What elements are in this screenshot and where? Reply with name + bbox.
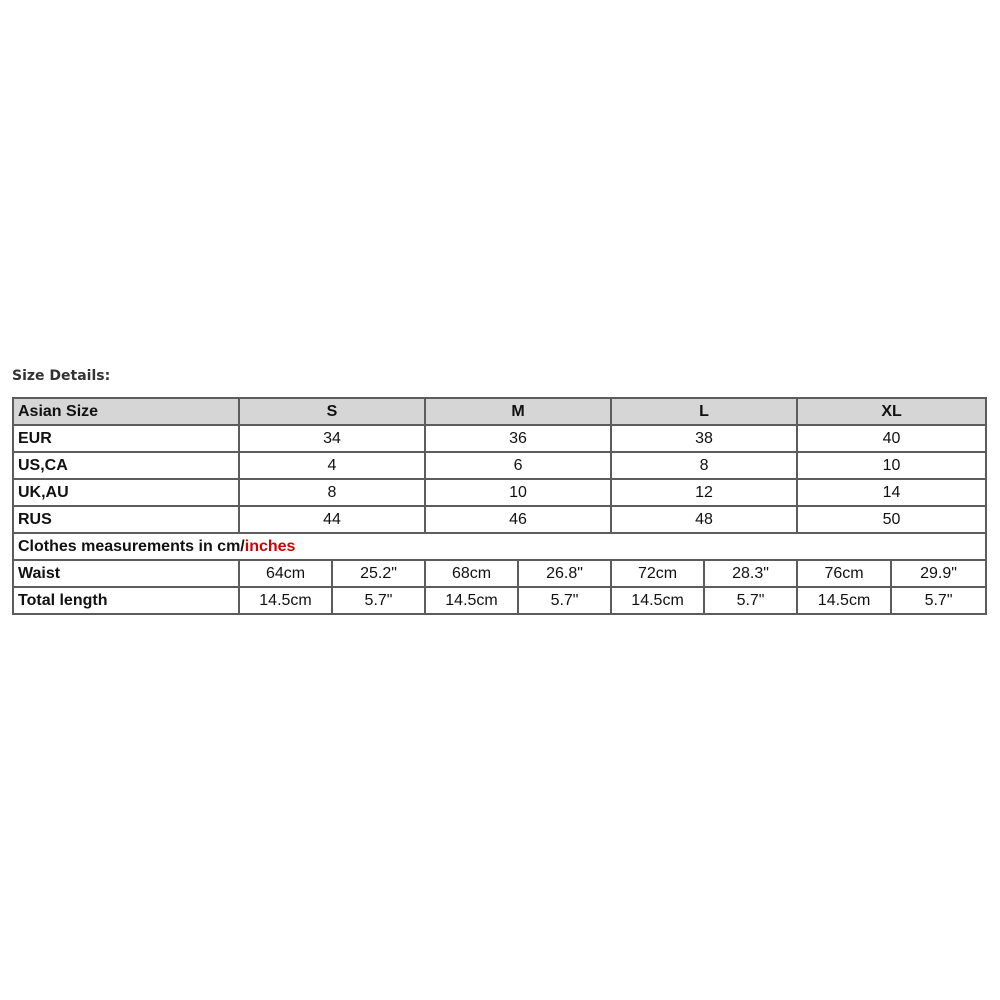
table-row bbox=[13, 587, 986, 614]
table-cell: 8 bbox=[611, 452, 797, 479]
table-cell: 8 bbox=[239, 479, 425, 506]
table-cell: 14.5cm bbox=[425, 587, 518, 614]
row-label: Total length bbox=[13, 587, 239, 614]
row-label: EUR bbox=[13, 425, 239, 452]
table-cell: 40 bbox=[797, 425, 986, 452]
row-label: US,CA bbox=[13, 452, 239, 479]
table-cell: 46 bbox=[425, 506, 611, 533]
table-cell: 5.7" bbox=[704, 587, 797, 614]
size-header-l: L bbox=[611, 398, 797, 425]
table-row bbox=[13, 479, 986, 506]
table-cell: 5.7" bbox=[891, 587, 986, 614]
size-header-xl: XL bbox=[797, 398, 986, 425]
row-label: UK,AU bbox=[13, 479, 239, 506]
table-cell: 72cm bbox=[611, 560, 704, 587]
size-header-s: S bbox=[239, 398, 425, 425]
size-details-title: Size Details: bbox=[12, 368, 111, 384]
table-cell: 34 bbox=[239, 425, 425, 452]
table-cell: 10 bbox=[797, 452, 986, 479]
row-label: RUS bbox=[13, 506, 239, 533]
table-cell: 29.9" bbox=[891, 560, 986, 587]
table-cell: 76cm bbox=[797, 560, 891, 587]
table-cell: 6 bbox=[425, 452, 611, 479]
size-header-m: M bbox=[425, 398, 611, 425]
header-label: Asian Size bbox=[13, 398, 239, 425]
table-cell: 14 bbox=[797, 479, 986, 506]
table-cell: 26.8" bbox=[518, 560, 611, 587]
table-cell: 5.7" bbox=[518, 587, 611, 614]
table-cell: 50 bbox=[797, 506, 986, 533]
size-header-row bbox=[13, 398, 986, 425]
table-cell: 36 bbox=[425, 425, 611, 452]
row-label: Waist bbox=[13, 560, 239, 587]
table-cell: 10 bbox=[425, 479, 611, 506]
measurements-note-row bbox=[13, 533, 986, 560]
measurements-note-prefix: Clothes measurements in cm/ bbox=[18, 537, 245, 555]
table-cell: 14.5cm bbox=[797, 587, 891, 614]
table-cell: 38 bbox=[611, 425, 797, 452]
table-cell: 48 bbox=[611, 506, 797, 533]
table-row bbox=[13, 425, 986, 452]
table-cell: 5.7" bbox=[332, 587, 425, 614]
table-cell: 4 bbox=[239, 452, 425, 479]
table-cell: 14.5cm bbox=[611, 587, 704, 614]
table-cell: 64cm bbox=[239, 560, 332, 587]
table-row bbox=[13, 560, 986, 587]
measurements-note bbox=[13, 533, 986, 560]
table-cell: 25.2" bbox=[332, 560, 425, 587]
table-cell: 68cm bbox=[425, 560, 518, 587]
table-row bbox=[13, 452, 986, 479]
measurements-note-inches: inches bbox=[244, 537, 296, 555]
size-chart-table bbox=[12, 397, 987, 615]
table-cell: 44 bbox=[239, 506, 425, 533]
table-cell: 28.3" bbox=[704, 560, 797, 587]
table-row bbox=[13, 506, 986, 533]
table-cell: 12 bbox=[611, 479, 797, 506]
table-cell: 14.5cm bbox=[239, 587, 332, 614]
